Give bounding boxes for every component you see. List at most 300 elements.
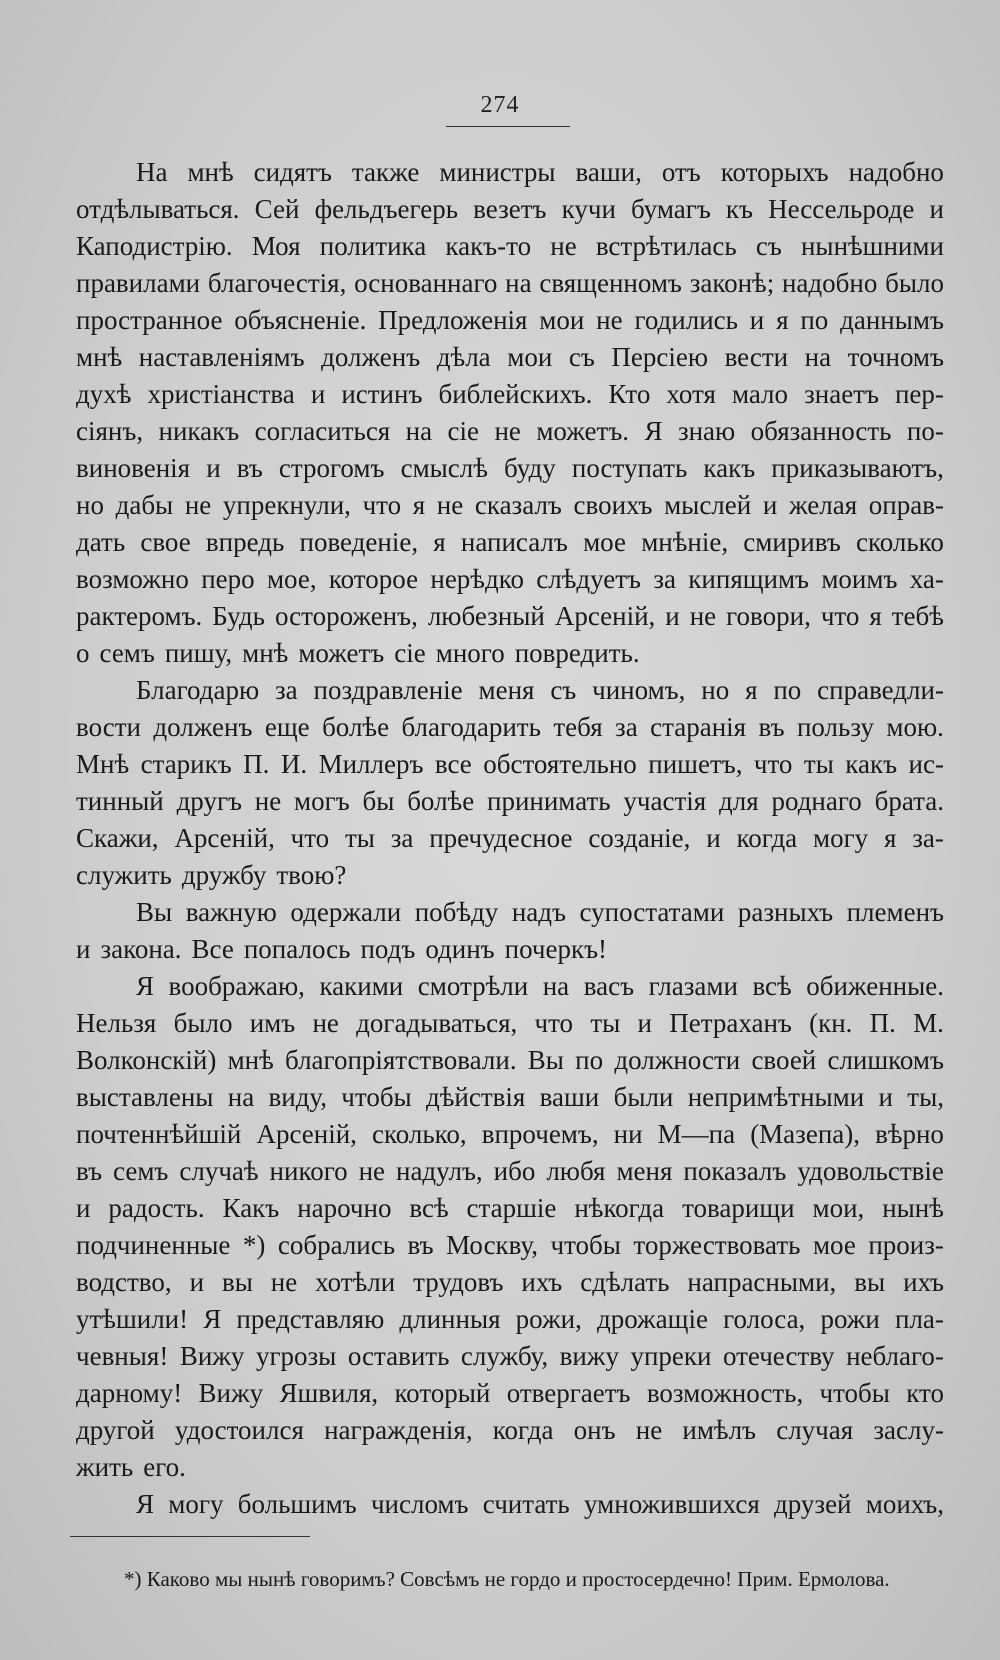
- word: не: [184, 490, 212, 520]
- word: желая: [788, 490, 858, 520]
- word: мнѣ: [187, 157, 234, 187]
- word: знаетъ: [804, 379, 879, 409]
- word: не: [596, 305, 623, 335]
- word: (Мазепа),: [750, 1119, 860, 1149]
- word: нарочно: [297, 1193, 392, 1223]
- word: даннымъ: [840, 305, 944, 335]
- text-line: [76, 450, 944, 487]
- word: на: [227, 1082, 255, 1112]
- word: фельдъегерь: [314, 194, 459, 224]
- word: кто: [906, 1378, 944, 1408]
- word: съ: [755, 231, 782, 261]
- word: его.: [143, 1452, 186, 1482]
- word: что: [753, 749, 793, 779]
- word: и: [706, 823, 721, 853]
- word: племенъ: [846, 897, 944, 927]
- word: На: [136, 157, 168, 187]
- word: показалъ: [683, 1156, 787, 1186]
- word: были: [613, 1082, 674, 1112]
- word: нѣкогда: [574, 1193, 665, 1223]
- word: М.: [913, 1008, 944, 1038]
- word: тебя: [553, 712, 603, 742]
- word: можетъ.: [536, 416, 630, 446]
- word: и: [76, 934, 91, 964]
- word: почтеннѣйшій: [76, 1119, 242, 1149]
- word: остороженъ,: [274, 601, 418, 631]
- word: на: [505, 268, 532, 298]
- text-line: [76, 857, 944, 894]
- word: не: [358, 1156, 386, 1186]
- text-line: [76, 376, 944, 413]
- word: не: [312, 1008, 339, 1038]
- word: поведеніе,: [299, 527, 419, 557]
- word: неблаго-: [846, 1341, 944, 1371]
- word: для: [719, 786, 759, 816]
- text-line: [76, 1375, 944, 1412]
- word: одинъ: [425, 934, 495, 964]
- word: моимъ: [821, 564, 898, 594]
- word: ты: [344, 823, 375, 853]
- word: представляю: [236, 1304, 385, 1334]
- word: ис-: [908, 749, 944, 779]
- word: долженъ: [153, 712, 253, 742]
- word: на: [804, 342, 832, 372]
- word: отечеству: [722, 1341, 835, 1371]
- word: который: [394, 1378, 491, 1408]
- text-line: [76, 191, 944, 228]
- word: священномъ: [539, 268, 682, 298]
- word: но: [701, 675, 730, 705]
- word: дарному!: [76, 1378, 183, 1408]
- text-line: [76, 1412, 944, 1449]
- word: повредить.: [514, 638, 640, 668]
- word: чтобы: [550, 1230, 621, 1260]
- word: много: [435, 638, 505, 668]
- word: виду,: [268, 1082, 327, 1112]
- word: удовольствіе: [797, 1156, 944, 1186]
- word: какъ: [845, 749, 898, 779]
- word: знаю: [677, 416, 736, 446]
- word: закона.: [100, 934, 182, 964]
- text-line: [76, 1449, 944, 1486]
- text-line: [76, 1190, 944, 1227]
- word: старшіе: [466, 1193, 557, 1223]
- word: сколько: [856, 527, 944, 557]
- word: чтобы: [341, 1082, 412, 1112]
- word: мое,: [266, 564, 317, 594]
- word: говори,: [726, 601, 811, 631]
- word: радость.: [108, 1193, 205, 1223]
- word: дать: [76, 527, 126, 557]
- word: что: [534, 1008, 574, 1038]
- word: я: [883, 823, 897, 853]
- word: никого: [269, 1156, 348, 1186]
- word: могъ: [294, 786, 350, 816]
- word: нынѣшними: [800, 231, 944, 261]
- word: товарищи: [682, 1193, 795, 1223]
- word: голоса,: [723, 1304, 806, 1334]
- word: пречудесное: [429, 823, 573, 853]
- word: на: [542, 971, 570, 1001]
- word: по-: [906, 416, 944, 446]
- word: (кн.: [809, 1008, 853, 1038]
- text-line: [76, 302, 944, 339]
- word: чевныя!: [76, 1341, 169, 1371]
- word: напрасными,: [687, 1267, 837, 1297]
- word: дабы: [115, 490, 174, 520]
- word: сіе: [447, 416, 480, 446]
- word: я: [776, 305, 789, 335]
- word: возможно: [76, 564, 189, 594]
- word: съ: [568, 342, 595, 372]
- word: мнѣ: [242, 638, 289, 668]
- word: Благодарю: [136, 675, 260, 705]
- word: я: [745, 675, 758, 705]
- word: случая: [776, 1415, 854, 1445]
- word: обязанность: [750, 416, 892, 446]
- word: пишу,: [164, 638, 233, 668]
- word: правилами: [76, 268, 201, 298]
- word: должности: [614, 1045, 741, 1075]
- word: меня: [478, 675, 535, 705]
- word: Вижу: [179, 1341, 245, 1371]
- word: ибо: [493, 1156, 536, 1186]
- word: ихъ: [903, 1267, 944, 1297]
- word: за: [653, 564, 676, 594]
- word: Персіею: [611, 342, 709, 372]
- word: васъ: [583, 971, 635, 1001]
- word: оправ-: [868, 490, 944, 520]
- footnote-separator: [70, 1536, 310, 1537]
- word: отъ: [661, 157, 701, 187]
- word: глазами: [648, 971, 738, 1001]
- word: воображаю,: [168, 971, 305, 1001]
- word: вы: [854, 1267, 886, 1297]
- word: свое: [140, 527, 191, 557]
- word: и: [310, 379, 326, 409]
- text-line: [76, 1042, 944, 1079]
- word: утѣшили!: [76, 1304, 189, 1334]
- word: важную: [185, 897, 277, 927]
- word: Арсеній,: [554, 601, 656, 631]
- word: объясненіе.: [234, 305, 367, 335]
- word: отдѣлываться.: [76, 194, 240, 224]
- text-line: [76, 1338, 944, 1375]
- word: мало: [731, 379, 789, 409]
- word: истинъ: [341, 379, 423, 409]
- word: мыслей: [664, 490, 752, 520]
- word: впрочемъ,: [481, 1119, 599, 1149]
- word: мои: [539, 305, 585, 335]
- word: когда: [736, 823, 798, 853]
- text-line: [76, 931, 944, 968]
- body-text: [76, 154, 944, 1523]
- word: обстоятельно: [483, 749, 637, 779]
- word: своихъ: [573, 490, 653, 520]
- word: какъ-то: [445, 231, 532, 261]
- word: дѣйствія: [426, 1082, 526, 1112]
- word: дрожащіе: [596, 1304, 708, 1334]
- text-line: [76, 524, 944, 561]
- word: также: [351, 157, 420, 187]
- word: отвергаетъ: [506, 1378, 631, 1408]
- text-line: [76, 1486, 944, 1523]
- page-number-rule: [446, 126, 570, 127]
- word: не: [494, 416, 521, 446]
- word: какими: [319, 971, 404, 1001]
- word: упрекнули,: [222, 490, 351, 520]
- word: принимать: [487, 786, 611, 816]
- word: числомъ: [370, 1489, 469, 1519]
- word: тинный: [76, 786, 164, 816]
- word: ваши: [539, 1082, 600, 1112]
- text-line: [76, 783, 944, 820]
- word: везетъ: [473, 194, 547, 224]
- word: Яшвиля,: [279, 1378, 379, 1408]
- text-line: [76, 820, 944, 857]
- word: надулъ,: [396, 1156, 483, 1186]
- word: пла-: [895, 1304, 944, 1334]
- word: не: [689, 601, 717, 631]
- word: поздравленіе: [313, 675, 463, 705]
- word: старанія: [650, 712, 747, 742]
- word: встрѣтилась: [595, 231, 737, 261]
- word: сидятъ: [253, 157, 332, 187]
- word: пишетъ,: [648, 749, 743, 779]
- word: кипящимъ: [688, 564, 810, 594]
- word: кучи: [561, 194, 616, 224]
- word: и: [189, 1267, 205, 1297]
- word: жить: [76, 1452, 134, 1482]
- word: приказываютъ,: [771, 453, 944, 483]
- word: Я: [136, 971, 155, 1001]
- word: мое: [583, 527, 626, 557]
- word: одержали: [290, 897, 402, 927]
- word: Каподистрію.: [76, 231, 233, 261]
- word: въ: [407, 1230, 434, 1260]
- word: Нельзя: [76, 1008, 157, 1038]
- word: П.: [869, 1008, 896, 1038]
- word: я: [433, 527, 446, 557]
- word: онъ: [573, 1415, 616, 1445]
- word: благочестія,: [207, 268, 347, 298]
- word: не: [550, 231, 577, 261]
- word: почеркъ!: [504, 934, 608, 964]
- word: Вижу: [198, 1378, 264, 1408]
- word: подъ: [360, 934, 416, 964]
- word: всѣ: [409, 1193, 449, 1223]
- word: Петраханъ: [669, 1008, 792, 1038]
- word: виновенія: [76, 453, 191, 483]
- word: брата.: [874, 786, 944, 816]
- word: другой: [76, 1415, 155, 1445]
- text-line: [76, 228, 944, 265]
- word: на: [405, 416, 433, 446]
- word: пространное: [76, 305, 223, 335]
- word: мои: [507, 342, 553, 372]
- word: могу: [168, 1489, 224, 1519]
- word: не: [270, 1267, 298, 1297]
- word: Арсеній,: [174, 823, 275, 853]
- text-line: [76, 413, 944, 450]
- word: можетъ: [298, 638, 385, 668]
- word: имъ: [249, 1008, 296, 1038]
- text-line: [76, 1301, 944, 1338]
- word: благодарить: [401, 712, 541, 742]
- word: и: [878, 1082, 893, 1112]
- word: наставленіямъ: [138, 342, 305, 372]
- word: еще: [264, 712, 310, 742]
- word: мою.: [886, 712, 944, 742]
- word: Волконскій): [76, 1045, 217, 1075]
- word: мои,: [812, 1193, 865, 1223]
- word: роднаго: [771, 786, 862, 816]
- word: Предложенія: [378, 305, 528, 335]
- word: согласиться: [254, 416, 391, 446]
- word: случаѣ: [179, 1156, 259, 1186]
- word: ихъ: [521, 1267, 563, 1297]
- word: упреки: [630, 1341, 712, 1371]
- word: я: [412, 490, 426, 520]
- word: слишкомъ: [827, 1045, 944, 1075]
- word: законѣ;: [689, 268, 775, 298]
- word: любя: [546, 1156, 606, 1186]
- word: точномъ: [847, 342, 944, 372]
- word: которое: [328, 564, 419, 594]
- word: выставлены: [76, 1082, 214, 1112]
- word: имѣлъ: [682, 1415, 757, 1445]
- word: чиномъ,: [592, 675, 686, 705]
- word: написалъ: [460, 527, 568, 557]
- word: благопріятствовали.: [285, 1045, 517, 1075]
- word: къ: [725, 194, 754, 224]
- word: вы: [221, 1267, 253, 1297]
- word: Москву,: [446, 1230, 539, 1260]
- word: что: [290, 823, 330, 853]
- text-line: [76, 968, 944, 1005]
- word: обиженные.: [806, 971, 944, 1001]
- word: слѣдуетъ: [536, 564, 642, 594]
- text-line: [76, 746, 944, 783]
- word: все: [434, 749, 472, 779]
- word: оставить: [347, 1341, 450, 1371]
- word: надъ: [511, 897, 566, 927]
- word: ты: [590, 1008, 621, 1038]
- word: ты,: [907, 1082, 944, 1112]
- word: догадываться,: [356, 1008, 518, 1038]
- word: длинныя: [399, 1304, 501, 1334]
- word: хотя: [666, 379, 716, 409]
- word: Моя: [251, 231, 301, 261]
- word: какъ: [703, 453, 756, 483]
- word: Вы: [527, 1045, 564, 1075]
- word: и: [206, 453, 221, 483]
- word: всѣ: [752, 971, 792, 1001]
- word: подчиненные: [76, 1230, 231, 1260]
- word: участія: [623, 786, 707, 816]
- word: хотѣли: [315, 1267, 396, 1297]
- word: за: [274, 675, 298, 705]
- word: рожи,: [515, 1304, 582, 1334]
- text-line: [76, 1079, 944, 1116]
- word: П.: [243, 749, 270, 779]
- word: *): [242, 1230, 266, 1260]
- text-line: [76, 1227, 944, 1264]
- word: не: [436, 490, 464, 520]
- word: могу: [812, 823, 869, 853]
- word: по: [800, 305, 829, 335]
- word: любезный: [427, 601, 545, 631]
- word: по: [575, 1045, 604, 1075]
- word: перо: [201, 564, 255, 594]
- word: дѣла: [436, 342, 491, 372]
- word: съ: [550, 675, 577, 705]
- word: вости: [76, 712, 141, 742]
- word: смиривъ: [743, 527, 841, 557]
- word: разныхъ: [737, 897, 834, 927]
- word: большимъ: [237, 1489, 357, 1519]
- word: супостатами: [579, 897, 725, 927]
- word: ты: [803, 749, 834, 779]
- word: долженъ: [321, 342, 421, 372]
- word: ваши,: [575, 157, 642, 187]
- word: и: [665, 601, 680, 631]
- word: бы: [362, 786, 395, 816]
- word: Я: [203, 1304, 222, 1334]
- word: сіе: [394, 638, 426, 668]
- page-number: 274: [480, 92, 520, 118]
- word: Мнѣ: [76, 749, 130, 779]
- word: ха-: [909, 564, 944, 594]
- word: созданіе,: [588, 823, 691, 853]
- word: тебѣ: [891, 601, 944, 631]
- footnote: *) Каково мы нынѣ говоримъ? Совсѣмъ не гордо и простосердечно! Прим. Ермолова.: [124, 1567, 890, 1591]
- word: старикъ: [140, 749, 232, 779]
- word: рожи: [820, 1304, 880, 1334]
- word: службу,: [460, 1341, 549, 1371]
- word: меня: [616, 1156, 673, 1186]
- word: смыслѣ: [400, 453, 488, 483]
- word: не: [254, 786, 282, 816]
- word: и: [749, 305, 765, 335]
- word: побѣду: [414, 897, 499, 927]
- text-line: [76, 635, 944, 672]
- text-line: [76, 1005, 944, 1042]
- word: Все: [191, 934, 234, 964]
- word: мнѣ: [227, 1045, 274, 1075]
- word: трудовъ: [413, 1267, 504, 1297]
- word: которыхъ: [720, 157, 829, 187]
- word: семъ: [99, 638, 155, 668]
- word: болѣе: [322, 712, 390, 742]
- text-line: [76, 1264, 944, 1301]
- text-line: [76, 709, 944, 746]
- word: надобно: [848, 157, 944, 187]
- word: когда: [492, 1415, 554, 1445]
- text-line: [76, 265, 944, 302]
- word: христіанства: [147, 379, 295, 409]
- word: Я: [136, 1489, 155, 1519]
- word: и: [637, 1008, 652, 1038]
- word: возможность,: [646, 1378, 804, 1408]
- word: рактеромъ.: [76, 601, 203, 631]
- word: что: [362, 490, 402, 520]
- word: сколько,: [371, 1119, 467, 1149]
- word: сіянъ,: [76, 416, 144, 446]
- text-line: [76, 598, 944, 635]
- word: смотрѣли: [417, 971, 529, 1001]
- word: мнѣніе,: [641, 527, 729, 557]
